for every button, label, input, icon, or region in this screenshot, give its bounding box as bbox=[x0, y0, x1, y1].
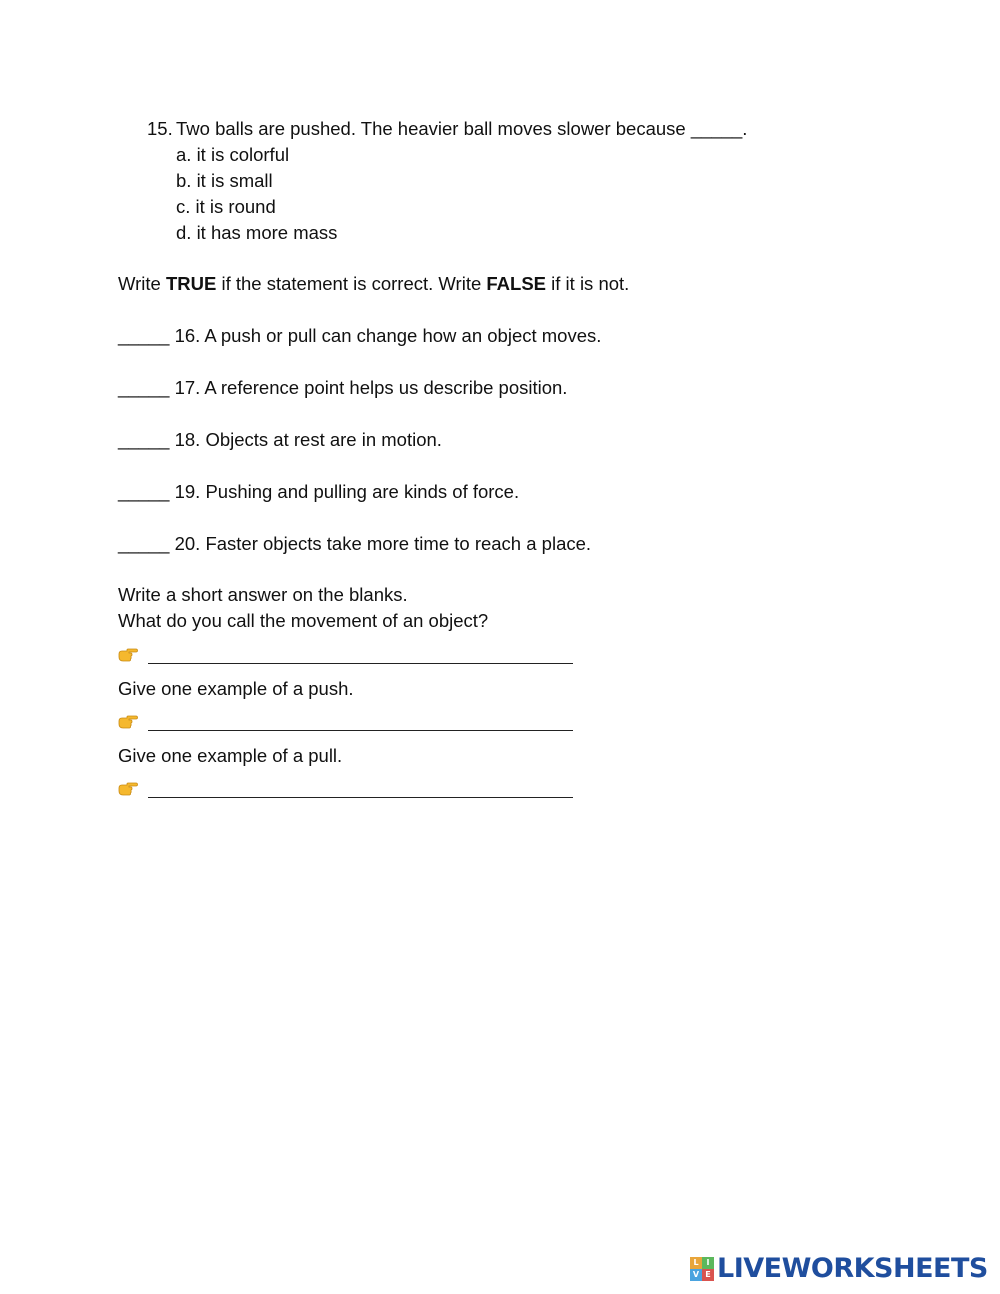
instruction-part: Write bbox=[118, 273, 166, 294]
answer-blank-2[interactable] bbox=[118, 712, 578, 738]
answer-blank-3[interactable] bbox=[118, 779, 578, 805]
short-answer-question-1: What do you call the movement of an object? bbox=[118, 610, 489, 631]
pointing-hand-icon bbox=[118, 647, 138, 663]
question-15-option-b: b. it is small bbox=[176, 170, 273, 191]
logo-mark bbox=[690, 1257, 714, 1281]
instruction-part: if the statement is correct. Write bbox=[216, 273, 487, 294]
false-keyword: FALSE bbox=[486, 273, 547, 294]
logo-mark-letter: I bbox=[702, 1257, 714, 1269]
logo-text: LIVEWORKSHEETS bbox=[717, 1253, 988, 1284]
logo-mark-letter: L bbox=[690, 1257, 702, 1269]
liveworksheets-logo bbox=[690, 1252, 988, 1286]
true-false-item-19: _____ 19. Pushing and pulling are kinds of force. bbox=[118, 481, 520, 502]
question-15-option-d: d. it has more mass bbox=[176, 222, 338, 243]
answer-line bbox=[148, 797, 573, 798]
short-answer-question-2: Give one example of a push. bbox=[118, 678, 354, 699]
true-false-item-17: _____ 17. A reference point helps us describe position. bbox=[118, 377, 568, 398]
question-15-option-c: c. it is round bbox=[176, 196, 276, 217]
question-15-option-a: a. it is colorful bbox=[176, 144, 290, 165]
answer-blank-1[interactable] bbox=[118, 645, 578, 671]
question-15-text: Two balls are pushed. The heavier ball moves slower because _____. bbox=[176, 118, 748, 139]
true-false-item-18: _____ 18. Objects at rest are in motion. bbox=[118, 429, 442, 450]
short-answer-instruction: Write a short answer on the blanks. bbox=[118, 584, 408, 605]
instruction-part: if it is not. bbox=[546, 273, 630, 294]
true-keyword: TRUE bbox=[165, 273, 217, 294]
logo-mark-letter: V bbox=[690, 1269, 702, 1281]
true-false-item-20: _____ 20. Faster objects take more time to reach a place. bbox=[118, 533, 592, 554]
pointing-hand-icon bbox=[118, 714, 138, 730]
logo-mark-letter: E bbox=[702, 1269, 714, 1281]
answer-line bbox=[148, 663, 573, 664]
true-false-item-16: _____ 16. A push or pull can change how an object moves. bbox=[118, 325, 602, 346]
question-15-number: 15. bbox=[147, 118, 173, 139]
true-false-instruction bbox=[118, 273, 629, 295]
pointing-hand-icon bbox=[118, 781, 138, 797]
short-answer-question-3: Give one example of a pull. bbox=[118, 745, 343, 766]
answer-line bbox=[148, 730, 573, 731]
